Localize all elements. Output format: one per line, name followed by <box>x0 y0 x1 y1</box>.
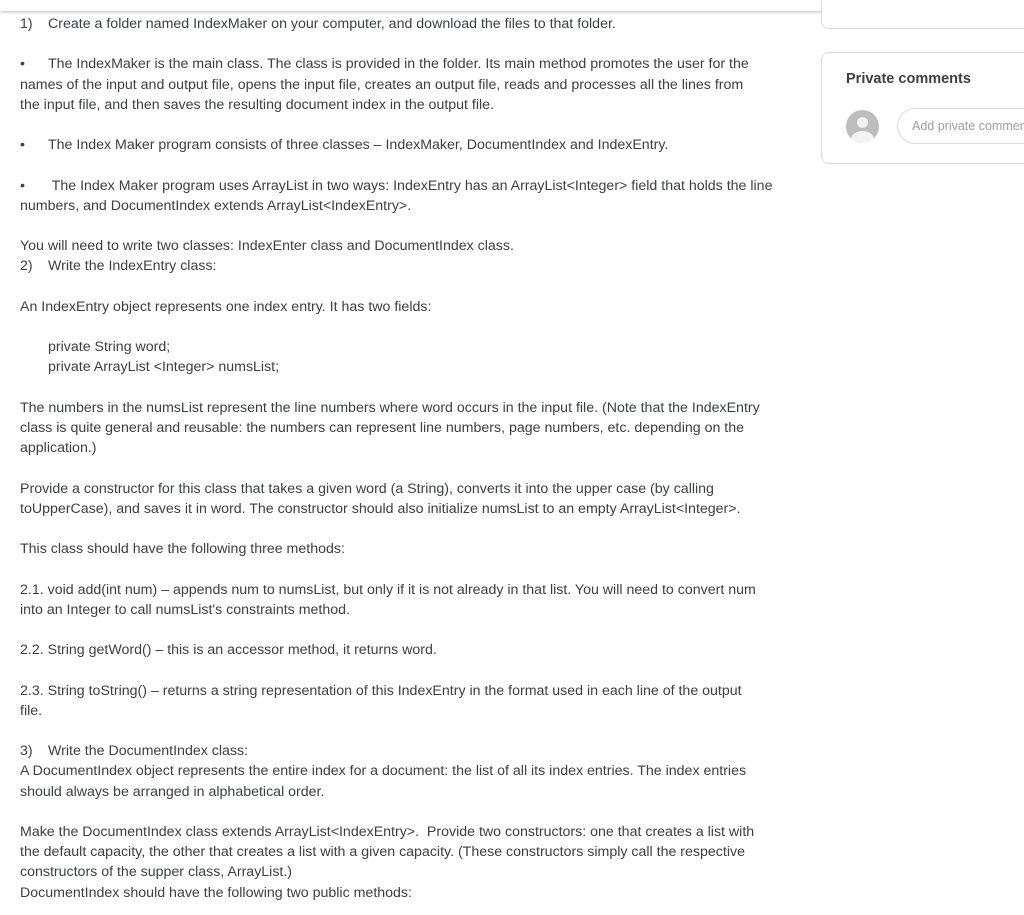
make-paragraph: Make the DocumentIndex class extends ArrayList<IndexEntry>. Provide two constructors: one that creates a list with <box>20 823 755 840</box>
method-2-3: 2.3. String toString() – returns a string representation of this IndexEntry in the format used in each line of the output <box>20 682 742 699</box>
bullet-2: • The Index Maker program consists of three classes – IndexMaker, DocumentIndex and IndexEntry. <box>20 137 669 154</box>
constructor-paragraph: Provide a constructor for this class that takes a given word (a String), converts it into the upper case (by calling <box>20 480 714 497</box>
private-comment-input[interactable] <box>897 108 1024 144</box>
assignment-instructions: 1) Create a folder named IndexMaker on your computer, and download the files to that folder. • The IndexMaker is the main class. The class is provided in the folder. Its main method promotes the user for the names of the input and output file, opens the input file, creates an output file, reads and processes all the lines from the input file, and then saves the resulting document index in the output file. • The Index Maker program consists of three classes – IndexMaker, DocumentIndex and IndexEntry. • The Index Maker program uses ArrayList in two ways: IndexEntry has an ArrayList<Integer> field that holds the line numbers, and DocumentIndex extends ArrayList<IndexEntry>. You will need to write two classes: IndexEnter class and DocumentIndex class. 2) Write the IndexEntry class: An IndexEntry object represents one index entry. It has two fields: private String word; private ArrayList <Integer> numsList; The numbers in the numsList represent the line numbers where word occurs in the input file. (Note that the IndexEntry class is quite general and reusable: the numbers can represent line numbers, page numbers, etc. depending on the application.) Provide a constructor for this class that takes a given word (a String), converts it into the upper case (by calling toUpperCase), and saves it in word. The constructor should also initialize numsList to an empty ArrayList<Integer>. This class should have the following three methods: 2.1. void add(int num) – appends num to numsList, but only if it is not already in that list. You will need to convert num into an Integer to call numsList's constraints method. 2.2. String getWord() – this is an accessor method, it returns word. 2.3. String toString() – returns a string representation of this IndexEntry in the format used in each line of the output file. 3) Write the DocumentIndex class: A DocumentIndex object represents the entire index for a document: the list of all its index entries. The index entries should always be arranged in alphabetical order. Make the DocumentIndex class extends ArrayList<IndexEntry>. Provide two constructors: one that creates a list with the default capacity, the other that creates a list with a given capacity. (These constructors simply call the respective constructors of the supper class, ArrayList.) DocumentIndex should have the following two public methods: <box>20 14 800 903</box>
code-line-1: private String word; <box>48 339 171 356</box>
step-2: 2) Write the IndexEntry class: <box>20 258 217 275</box>
bullet-1: • The IndexMaker is the main class. The class is provided in the folder. Its main method promotes the user for the <box>20 56 749 73</box>
three-methods-heading: This class should have the following three methods: <box>20 541 345 558</box>
private-comments-card <box>821 52 1024 164</box>
previous-card-bottom <box>821 0 1024 29</box>
method-2-2: 2.2. String getWord() – this is an accessor method, it returns word. <box>20 642 437 659</box>
need-two-classes: You will need to write two classes: IndexEnter class and DocumentIndex class. <box>20 238 514 255</box>
code-line-2: private ArrayList <Integer> numsList; <box>48 359 280 376</box>
step-3: 3) Write the DocumentIndex class: <box>20 743 249 760</box>
user-avatar-icon <box>846 110 879 143</box>
entry-intro: An IndexEntry object represents one index entry. It has two fields: <box>20 298 432 315</box>
bullet-3: • The Index Maker program uses ArrayList in two ways: IndexEntry has an ArrayList<Integer> field that holds the line <box>20 177 773 194</box>
nums-paragraph: The numbers in the numsList represent the line numbers where word occurs in the input file. (Note that the IndexEntry <box>20 399 760 416</box>
private-comments-title: Private comments <box>846 71 971 87</box>
docindex-paragraph: A DocumentIndex object represents the entire index for a document: the list of all its index entries. The index entries <box>20 763 747 780</box>
method-2-1: 2.1. void add(int num) – appends num to numsList, but only if it is not already in that list. You will need to convert num <box>20 581 756 598</box>
step-1: 1) Create a folder named IndexMaker on your computer, and download the files to that folder. <box>20 16 616 32</box>
